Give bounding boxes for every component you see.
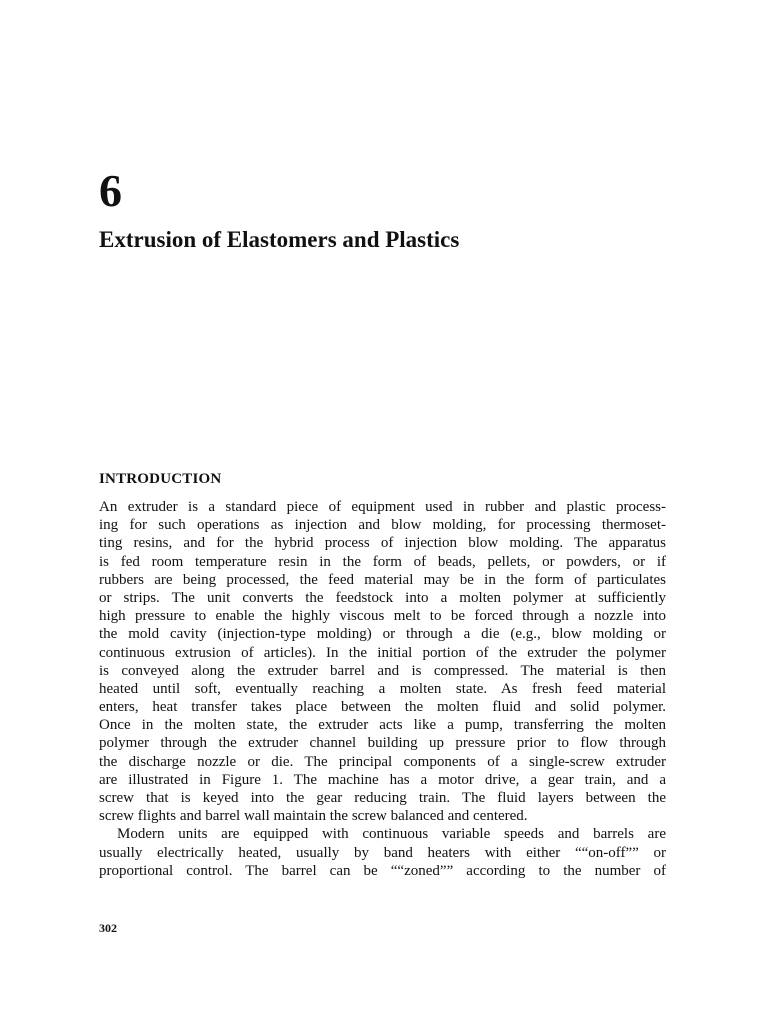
- text-line: screw flights and barrel wall maintain the screw balanced and centered.: [99, 808, 528, 825]
- text-line: are illustrated in Figure 1. The machine has a motor drive, a gear train, and a: [99, 771, 666, 788]
- text-line: screw that is keyed into the gear reducing train. The fluid layers between the: [99, 790, 666, 806]
- text-line: the discharge nozzle or die. The principal components of a single-screw extruder: [99, 753, 666, 770]
- text-line: proportional control. The barrel can be ““zoned”” according to the number of: [99, 862, 666, 879]
- text-line: heated until soft, eventually reaching a molten state. As fresh feed material: [99, 680, 666, 697]
- paragraph-1: [99, 498, 666, 825]
- text-line: polymer through the extruder channel building up pressure prior to flow through: [99, 735, 666, 752]
- text-line: is conveyed along the extruder barrel and is compressed. The material is then: [99, 662, 666, 679]
- text-line: high pressure to enable the highly viscous melt to be forced through a nozzle into: [99, 608, 666, 625]
- chapter-number: 6: [99, 165, 122, 216]
- body-text: [99, 498, 666, 880]
- text-line: enters, heat transfer takes place between the molten fluid and solid polymer.: [99, 699, 666, 716]
- chapter-title: Extrusion of Elastomers and Plastics: [99, 227, 460, 252]
- text-line: ing for such operations as injection and blow molding, for processing thermoset-: [99, 517, 666, 534]
- text-line: Modern units are equipped with continuous variable speeds and barrels are: [117, 826, 666, 843]
- page-number: 302: [99, 921, 117, 935]
- text-line: Once in the molten state, the extruder acts like a pump, transferring the molten: [99, 717, 666, 734]
- paragraph-2: [99, 825, 666, 880]
- text-line: ting resins, and for the hybrid process of injection blow molding. The apparatus: [99, 535, 666, 552]
- text-line: continuous extrusion of articles). In the initial portion of the extruder the polymer: [99, 644, 666, 661]
- section-heading-introduction: INTRODUCTION: [99, 471, 222, 487]
- text-line: or strips. The unit converts the feedstock into a molten polymer at sufficiently: [99, 589, 666, 606]
- text-line: An extruder is a standard piece of equipment used in rubber and plastic process-: [99, 499, 666, 515]
- text-line: rubbers are being processed, the feed material may be in the form of particulates: [99, 571, 666, 588]
- text-line: is fed room temperature resin in the form of beads, pellets, or powders, or if: [99, 553, 666, 570]
- text-line: the mold cavity (injection-type molding) or through a die (e.g., blow molding or: [99, 626, 666, 643]
- text-line: usually electrically heated, usually by band heaters with either ““on-off”” or: [99, 844, 666, 861]
